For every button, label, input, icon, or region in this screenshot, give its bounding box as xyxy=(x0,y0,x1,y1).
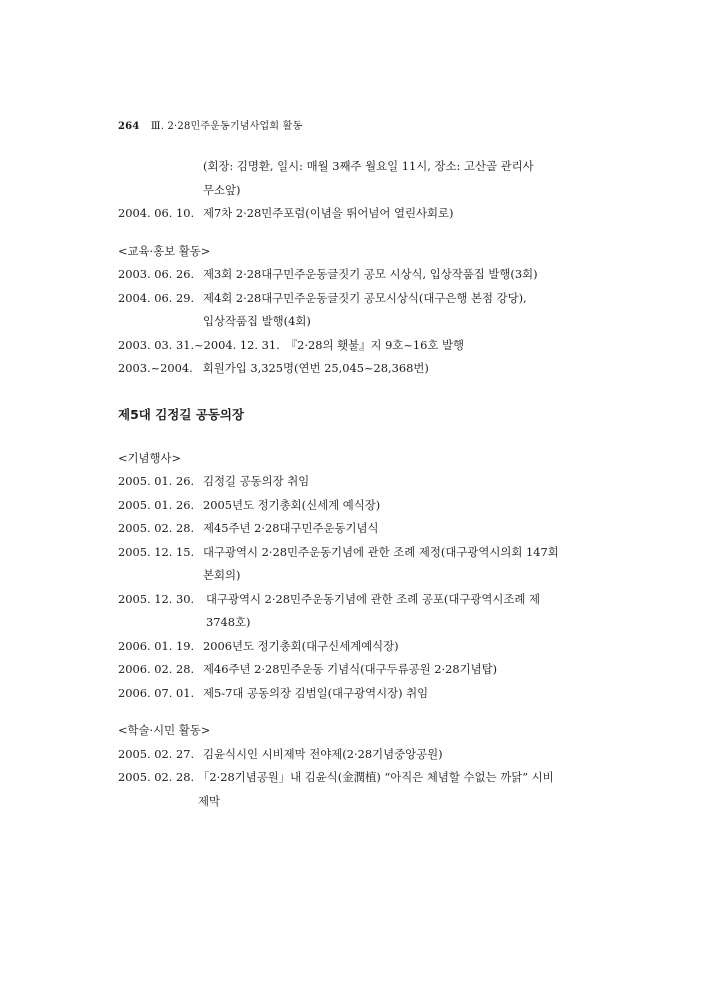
event-text: 2005년도 정기총회(신세계 예식장) xyxy=(203,497,381,512)
event-date: 2006. 02. 28. xyxy=(118,662,195,676)
event-row xyxy=(118,635,588,659)
event-row xyxy=(118,658,588,682)
event-date: 2005. 02. 28. xyxy=(118,770,195,784)
page-number: 264 xyxy=(118,121,140,132)
section-label-education: <교육·홍보 활동> xyxy=(118,243,211,258)
event-date: 2006. 07. 01. xyxy=(118,685,195,700)
document-page xyxy=(118,117,588,813)
event-text: 제7차 2·28민주포럼(이념을 뛰어넘어 열린사회로) xyxy=(203,206,454,220)
event-text: 제4회 2·28대구민주운동글짓기 공모시상식(대구은행 본점 강당), xyxy=(203,290,527,305)
event-date: 2005. 01. 26. xyxy=(118,474,195,488)
chapter-title: Ⅲ. 2·28민주운동기념사업회 활동 xyxy=(150,121,303,132)
continuation-line: 제막 xyxy=(198,793,221,808)
event-row xyxy=(118,743,588,767)
event-text: 대구광역시 2·28민주운동기념에 관한 조례 제정(대구광역시의회 147회 xyxy=(203,544,559,559)
event-text: 제3회 2·28대구민주운동글짓기 공모 시상식, 입상작품집 발행(3회) xyxy=(203,267,538,281)
event-row xyxy=(118,494,588,518)
continuation-line: 본회의) xyxy=(203,568,241,582)
event-row xyxy=(118,470,588,494)
event-date: 2004. 06. 10. xyxy=(118,206,195,220)
event-text: 2006년도 정기총회(대구신세계예식장) xyxy=(203,638,399,653)
event-date: 2003.~2004. xyxy=(118,361,193,375)
event-date: 2006. 01. 19. xyxy=(118,638,195,653)
event-row xyxy=(118,682,588,706)
event-text: 김윤식시인 시비제막 전야제(2·28기념중앙공원) xyxy=(203,746,443,761)
continuation-line: (회장: 김명환, 일시: 매월 3째주 월요일 11시, 장소: 고산골 관리사 xyxy=(203,159,534,173)
event-date: 2003. 06. 26. xyxy=(118,267,195,281)
event-row xyxy=(118,263,588,287)
event-date: 2003. 03. 31.~2004. 12. 31. xyxy=(118,337,280,352)
event-date: 2005. 12. 15. xyxy=(118,544,195,559)
continuation-line: 3748호) xyxy=(206,615,251,629)
event-text: 제45주년 2·28대구민주운동기념식 xyxy=(203,521,379,535)
event-row xyxy=(118,517,588,541)
event-text: 제5-7대 공동의장 김범일(대구광역시장) 취임 xyxy=(203,685,429,700)
event-row xyxy=(118,287,588,311)
event-text: 회원가입 3,325명(연번 25,045~28,368번) xyxy=(202,361,429,375)
event-date: 2005. 01. 26. xyxy=(118,497,195,512)
event-text: 「2·28기념공원」내 김윤식(金潤植) “아직은 체념할 수없는 까닭” 시비 xyxy=(198,770,554,784)
continuation-line: 무소앞) xyxy=(203,182,241,197)
event-date: 2004. 06. 29. xyxy=(118,290,195,305)
continuation-line: 입상작품집 발행(4회) xyxy=(203,314,311,328)
running-header xyxy=(118,117,588,132)
event-text: 제46주년 2·28민주운동 기념식(대구두류공원 2·28기념탑) xyxy=(203,662,498,676)
event-date: 2005. 12. 30. xyxy=(118,591,195,606)
event-row xyxy=(118,334,588,358)
event-row xyxy=(118,588,588,612)
event-row xyxy=(118,766,588,790)
event-row xyxy=(118,541,588,565)
event-text: 대구광역시 2·28민주운동기념에 관한 조례 공포(대구광역시조례 제 xyxy=(206,591,540,606)
event-row xyxy=(118,202,588,226)
event-text: 김정길 공동의장 취임 xyxy=(203,474,310,488)
event-row xyxy=(118,357,588,381)
section-heading: 제5대 김정길 공동의장 xyxy=(118,406,245,422)
event-text: 『2·28의 횃불』지 9호~16호 발행 xyxy=(285,337,465,352)
event-date: 2005. 02. 28. xyxy=(118,521,195,535)
section-label-memorial: <기념행사> xyxy=(118,450,182,465)
section-label-academic: <학술·시민 활동> xyxy=(118,723,211,737)
event-date: 2005. 02. 27. xyxy=(118,746,195,761)
